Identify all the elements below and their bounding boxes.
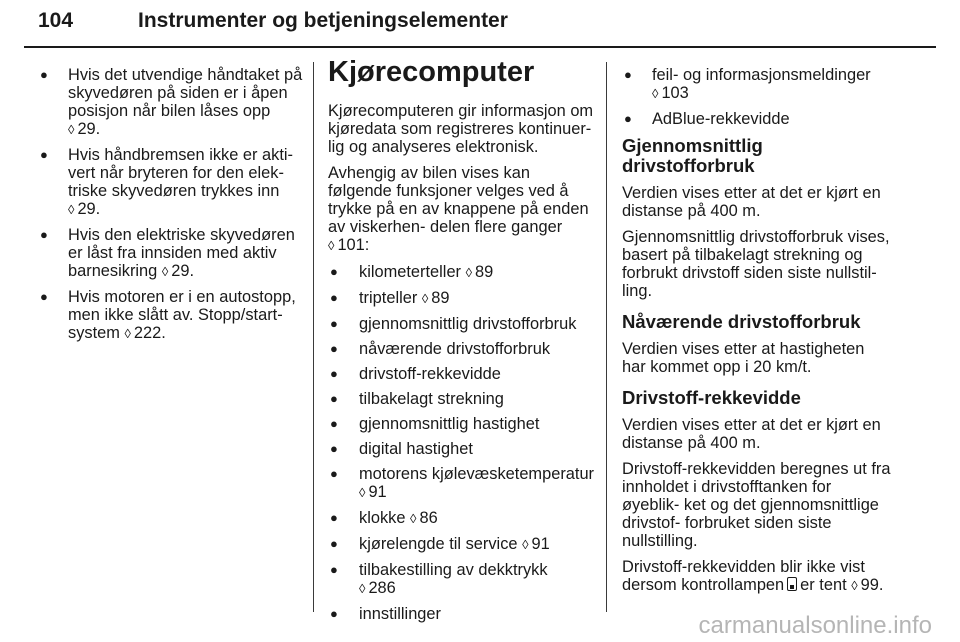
- list-item-text: gjennomsnittlig hastighet: [359, 415, 540, 433]
- bullet-icon: ●: [330, 290, 338, 305]
- bullet-icon: ●: [624, 67, 632, 82]
- page-reference[interactable]: ◊ 89: [421, 289, 450, 307]
- list-item: [328, 535, 596, 554]
- list-item: [328, 340, 596, 358]
- bullet-icon: ●: [330, 366, 338, 381]
- list-item: [328, 415, 596, 433]
- column-divider-left: [313, 62, 314, 612]
- reference-arrow-icon: ◊: [410, 511, 417, 526]
- reference-arrow-icon: ◊: [522, 537, 529, 552]
- paragraph: Avhengig av bilen vises kan følgende funksjoner velges ved å trykke på en av knappene på enden av viskerhen‐ delen flere ganger ◊ 101:: [328, 164, 589, 254]
- list-item-text: Hvis håndbremsen ikke er akti‐ vert når bryteren for den elek‐ triske skyvedøren trykkes inn: [68, 146, 294, 200]
- function-list: [328, 263, 596, 623]
- subheading: Nåværende drivstofforbruk: [622, 311, 861, 332]
- reference-arrow-icon: ◊: [465, 265, 473, 280]
- list-item: [328, 315, 596, 333]
- paragraph: Kjørecomputeren gir informasjon om kjøredata som registreres kontinuer‐ lig og analyseres elektronisk.: [328, 102, 594, 156]
- subheading: Gjennomsnittlig drivstofforbruk: [622, 135, 763, 176]
- paragraph: Verdien vises etter at det er kjørt en distanse på 400 m.: [622, 184, 881, 220]
- column-left: [38, 66, 306, 350]
- list-item: [38, 146, 306, 219]
- page-reference[interactable]: ◊ 89: [465, 263, 494, 281]
- section-heading: Kjørecomputer: [328, 56, 535, 88]
- list-item-text: Hvis det utvendige håndtaket på skyvedøren på siden er i åpen posisjon når bilen låses opp: [68, 66, 303, 120]
- list-item: [38, 226, 306, 281]
- page-reference[interactable]: ◊ 286: [359, 579, 396, 597]
- page-reference[interactable]: ◊ 91: [522, 535, 550, 553]
- page-number: 104: [38, 9, 74, 32]
- bullet-icon: ●: [330, 416, 338, 431]
- bullet-icon: ●: [40, 289, 48, 304]
- page-reference[interactable]: ◊ 86: [410, 509, 438, 527]
- page-reference[interactable]: ◊ 29.: [161, 262, 195, 280]
- bullet-icon: ●: [330, 441, 338, 456]
- list-item: [328, 561, 596, 598]
- list-item: [328, 365, 596, 383]
- list-item-text: AdBlue-rekkevidde: [652, 110, 790, 128]
- list-item: [328, 465, 596, 502]
- list-item-text: klokke: [359, 509, 406, 527]
- page-header: [24, 2, 936, 46]
- list-item: [328, 509, 596, 528]
- list-item-text: innstillinger: [359, 605, 441, 623]
- reference-arrow-icon: ◊: [652, 86, 659, 101]
- bullet-icon: ●: [330, 341, 338, 356]
- list-item-text: Hvis den elektriske skyvedøren er låst fra innsiden med aktiv barnesikring: [68, 226, 295, 280]
- bullet-icon: ●: [330, 562, 338, 577]
- page-reference[interactable]: ◊ 99.: [851, 576, 884, 594]
- list-item-text: feil- og informasjonsmeldinger: [652, 66, 871, 84]
- list-item: [328, 440, 596, 458]
- reference-arrow-icon: ◊: [68, 202, 75, 217]
- bullet-icon: ●: [330, 391, 338, 406]
- reference-arrow-icon: ◊: [851, 578, 858, 593]
- column-right: [622, 66, 892, 603]
- reference-arrow-icon: ◊: [124, 326, 131, 341]
- list-item: [622, 110, 892, 128]
- column-divider-right: [606, 62, 607, 612]
- bullet-icon: ●: [40, 147, 48, 162]
- page-reference[interactable]: ◊ 29.: [68, 120, 101, 138]
- paragraph: Drivstoff-rekkevidden blir ikke vist dersom kontrollampen er tent ◊ 99.: [622, 558, 884, 594]
- bullet-icon: ●: [330, 510, 338, 525]
- watermark: carmanualsonline.info: [698, 612, 932, 639]
- list-item-text: drivstoff-rekkevidde: [359, 365, 501, 383]
- bullet-icon: ●: [330, 316, 338, 331]
- page-reference[interactable]: ◊ 29.: [68, 200, 101, 218]
- header-rule: [24, 46, 936, 48]
- fuel-lamp-icon: [787, 577, 797, 591]
- list-item-text: tilbakestilling av dekktrykk: [359, 561, 548, 579]
- list-item: [38, 66, 306, 139]
- list-item-text: nåværende drivstofforbruk: [359, 340, 551, 358]
- list-item-text: tripteller: [359, 289, 418, 307]
- list-item-text: Hvis motoren er i en autostopp, men ikke slått av. Stopp/start-system: [68, 288, 296, 342]
- page-reference[interactable]: ◊ 101:: [328, 236, 370, 254]
- page-reference[interactable]: ◊ 91: [359, 483, 387, 501]
- list-item: [38, 288, 306, 343]
- paragraph: Verdien vises etter at det er kjørt en distanse på 400 m.: [622, 416, 881, 452]
- paragraph: Verdien vises etter at hastigheten har kommet opp i 20 km/t.: [622, 340, 865, 376]
- bullet-icon: ●: [624, 111, 632, 126]
- list-item: [328, 605, 596, 623]
- list-item: [328, 263, 596, 282]
- bullet-icon: ●: [330, 466, 338, 481]
- reference-arrow-icon: ◊: [328, 238, 335, 253]
- reference-arrow-icon: ◊: [359, 485, 366, 500]
- bullet-icon: ●: [40, 227, 48, 242]
- list-item: [328, 289, 596, 308]
- reference-arrow-icon: ◊: [421, 291, 429, 306]
- column-middle: [328, 56, 596, 630]
- list-item-text: gjennomsnittlig drivstofforbruk: [359, 315, 577, 333]
- list-item: [622, 66, 892, 103]
- list-item-text: digital hastighet: [359, 440, 473, 458]
- page-title: Instrumenter og betjeningselementer: [138, 9, 508, 32]
- reference-arrow-icon: ◊: [359, 581, 366, 596]
- subheading: Drivstoff-rekkevidde: [622, 387, 801, 408]
- reference-arrow-icon: ◊: [68, 122, 75, 137]
- page-reference[interactable]: ◊ 222.: [124, 324, 166, 342]
- list-item-text: tilbakelagt strekning: [359, 390, 504, 408]
- list-item-text: kilometerteller: [359, 263, 462, 281]
- paragraph: Drivstoff-rekkevidden beregnes ut fra innholdet i drivstofftanken for øyeblik‐ ket og det gjennomsnittlige drivstof‐ forbruket siden siste nullstilling.: [622, 460, 891, 550]
- paragraph: Gjennomsnittlig drivstofforbruk vises, basert på tilbakelagt strekning og forbrukt drivstoff siden siste nullstil‐ ling.: [622, 228, 890, 300]
- list-item: [328, 390, 596, 408]
- bullet-icon: ●: [40, 67, 48, 82]
- bullet-icon: ●: [330, 536, 338, 551]
- page-reference[interactable]: ◊ 103: [652, 84, 689, 102]
- list-item-text: motorens kjølevæsketemperatur: [359, 465, 595, 483]
- bullet-icon: ●: [330, 264, 338, 279]
- bullet-icon: ●: [330, 606, 338, 621]
- reference-arrow-icon: ◊: [161, 264, 169, 279]
- list-item-text: kjørelengde til service: [359, 535, 518, 553]
